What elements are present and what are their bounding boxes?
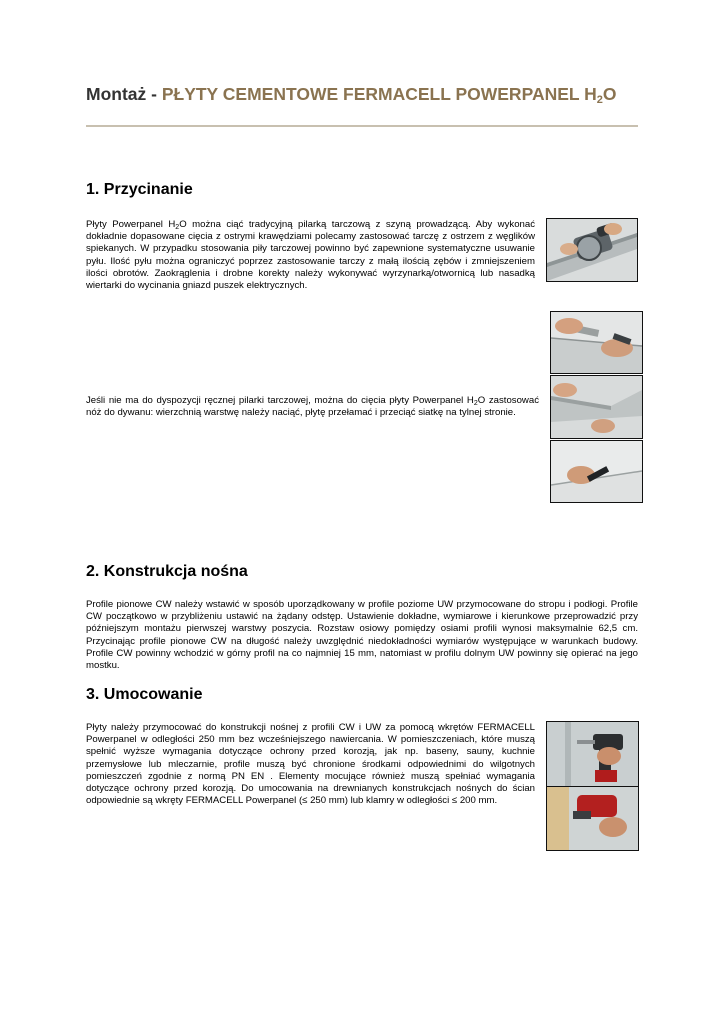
cutting-paragraph-saw: Płyty Powerpanel $H_2O$ można ciąć tradycyjną pilarką tarczową z szyną prowadzącą. Aby wykonać dokładnie dopasowane cięcia z ostrymi krawędziami polecamy zastosować tarczę z ostrzem z węglików spiekanych. W przypadku stosowania piły tarczowej powinno być zapewnione systematyczne usuwanie pyłu. Ilość pyłu można ograniczyć poprzez zastosowanie tarczy z małą ilością zębów i zmniejszeniem ilości obrotów. Zaokrąglenia i drobne korekty należy wykonywać wyrzynarką/otwornicą lub nasadką wiertarki do wycinania gniazd puszek elektrycznych. (86, 219, 535, 292)
section-heading-framework: 2. Konstrukcja nośna (86, 563, 248, 580)
fastening-paragraph: Płyty należy przymocować do konstrukcji nośnej z profili CW i UW za pomocą wkrętów FERMACELL Powerpanel w odległości 250 mm bez wcześniejszego nawiercania. W pomieszczeniach, które muszą spełnić wyższe wymagania dotyczące ochrony przed korozją, jak np. baseny, sauny, kuchnie przemysłowe lub mleczarnie, profile muszą być chronione środkami odpowiednimi do wilgotnych pomieszczeń zgodnie z normą PN EN . Elementy mocujące również muszą spełniać wymagania dotyczące ochrony przed korozją. Do umocowania na drewnianych konstrukcjach nośnych do ścian odpowiednie są wkręty FERMACELL Powerpanel (≤ 250 mm) lub klamry w odległości ≤ 200 mm. (86, 722, 535, 807)
page-title (86, 84, 646, 106)
title-prefix: Montaż - (86, 84, 162, 104)
title-product: PŁYTY CEMENTOWE FERMACELL POWERPANEL $H_2O$ (161, 84, 617, 106)
panel-breaking-photo (550, 375, 643, 439)
knife-scoring-photo (550, 311, 643, 374)
title-divider (86, 125, 638, 127)
drill-screwing-photo (546, 721, 639, 787)
mesh-cutting-photo (550, 440, 643, 503)
section-heading-fastening: 3. Umocowanie (86, 686, 203, 703)
stapler-fastening-photo (546, 786, 639, 851)
cutting-paragraph-knife: Jeśli nie ma do dyspozycji ręcznej pilarki tarczowej, można do cięcia płyty Powerpanel $H_2O$ zastosować nóż do dywanu: wierzchnią warstwę należy naciąć, płytę przełamać i przeciąć siatkę na tylnej stronie. (86, 395, 539, 419)
circular-saw-photo (546, 218, 638, 282)
framework-paragraph: Profile pionowe CW należy wstawić w sposób uporządkowany w profile poziome UW przymocowane do stropu i podłogi. Profile CW początkowo w przybliżeniu ustawić na żądany odstęp. Ustawienie dokładne, wymiarowe i kierunkowe przeprowadzić przy późniejszym montażu pierwszej warstwy poszycia. Rozstaw osiowy pomiędzy osiami profili wynosi maksymalnie 62,5 cm. Przycinając profile pionowe CW na długość należy uwzględnić niedokładności wymiarów występujące w warunkach budowy. Profile CW powinny wchodzić w górny profil na co najmniej 15 mm, natomiast w profilu dolnym UW powinny się opierać na jego mostku. (86, 599, 638, 672)
section-heading-cutting: 1. Przycinanie (86, 181, 193, 198)
